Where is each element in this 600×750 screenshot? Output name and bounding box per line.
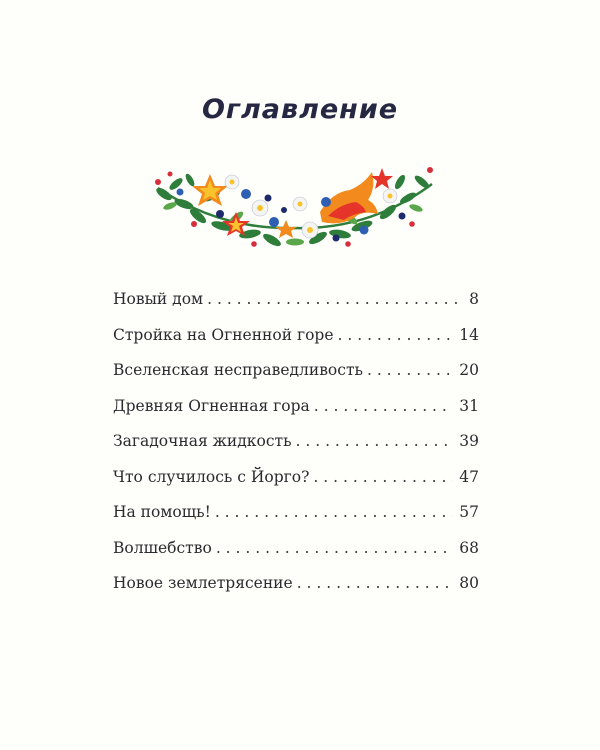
table-of-contents — [113, 290, 479, 610]
toc-leader-dots — [367, 361, 453, 379]
toc-entry-title: Что случилось с Йорго? — [113, 467, 310, 486]
page-title: Оглавление — [201, 94, 399, 126]
toc-leader-dots — [313, 468, 453, 486]
toc-entry-page: 80 — [459, 574, 479, 592]
toc-entry[interactable] — [113, 361, 479, 397]
toc-entry-title: Древняя Огненная гора — [113, 396, 310, 415]
toc-entry-page: 31 — [459, 396, 479, 415]
toc-leader-dots — [216, 539, 453, 557]
toc-entry[interactable] — [113, 326, 479, 362]
floral-garland-icon — [150, 160, 440, 250]
toc-entry[interactable] — [113, 432, 479, 468]
toc-leader-dots — [296, 432, 454, 450]
toc-entry-title: Стройка на Огненной горе — [113, 325, 334, 344]
toc-entry[interactable] — [113, 290, 479, 326]
toc-entry-title: Волшебство — [113, 538, 212, 557]
toc-entry[interactable] — [113, 574, 479, 610]
toc-entry-title: Новое землетрясение — [113, 574, 293, 592]
toc-entry-title: Новый дом — [113, 290, 204, 308]
toc-entry[interactable] — [113, 468, 479, 504]
toc-leader-dots — [207, 290, 463, 308]
toc-entry-page: 47 — [459, 467, 479, 486]
toc-leader-dots — [314, 397, 453, 415]
toc-leader-dots — [297, 574, 454, 592]
toc-entry-title: Вселенская несправедливость — [113, 361, 363, 379]
toc-entry-page: 68 — [459, 538, 479, 557]
toc-entry-page: 57 — [459, 503, 479, 521]
toc-entry-page: 14 — [459, 325, 479, 344]
toc-entry-page: 8 — [469, 290, 479, 308]
toc-entry[interactable] — [113, 503, 479, 539]
toc-entry-page: 39 — [459, 432, 479, 450]
toc-entry[interactable] — [113, 539, 479, 575]
toc-leader-dots — [215, 503, 453, 521]
toc-entry[interactable] — [113, 397, 479, 433]
toc-entry-page: 20 — [459, 361, 479, 379]
toc-entry-title: На помощь! — [113, 503, 211, 521]
toc-leader-dots — [338, 326, 454, 344]
toc-entry-title: Загадочная жидкость — [113, 432, 292, 450]
